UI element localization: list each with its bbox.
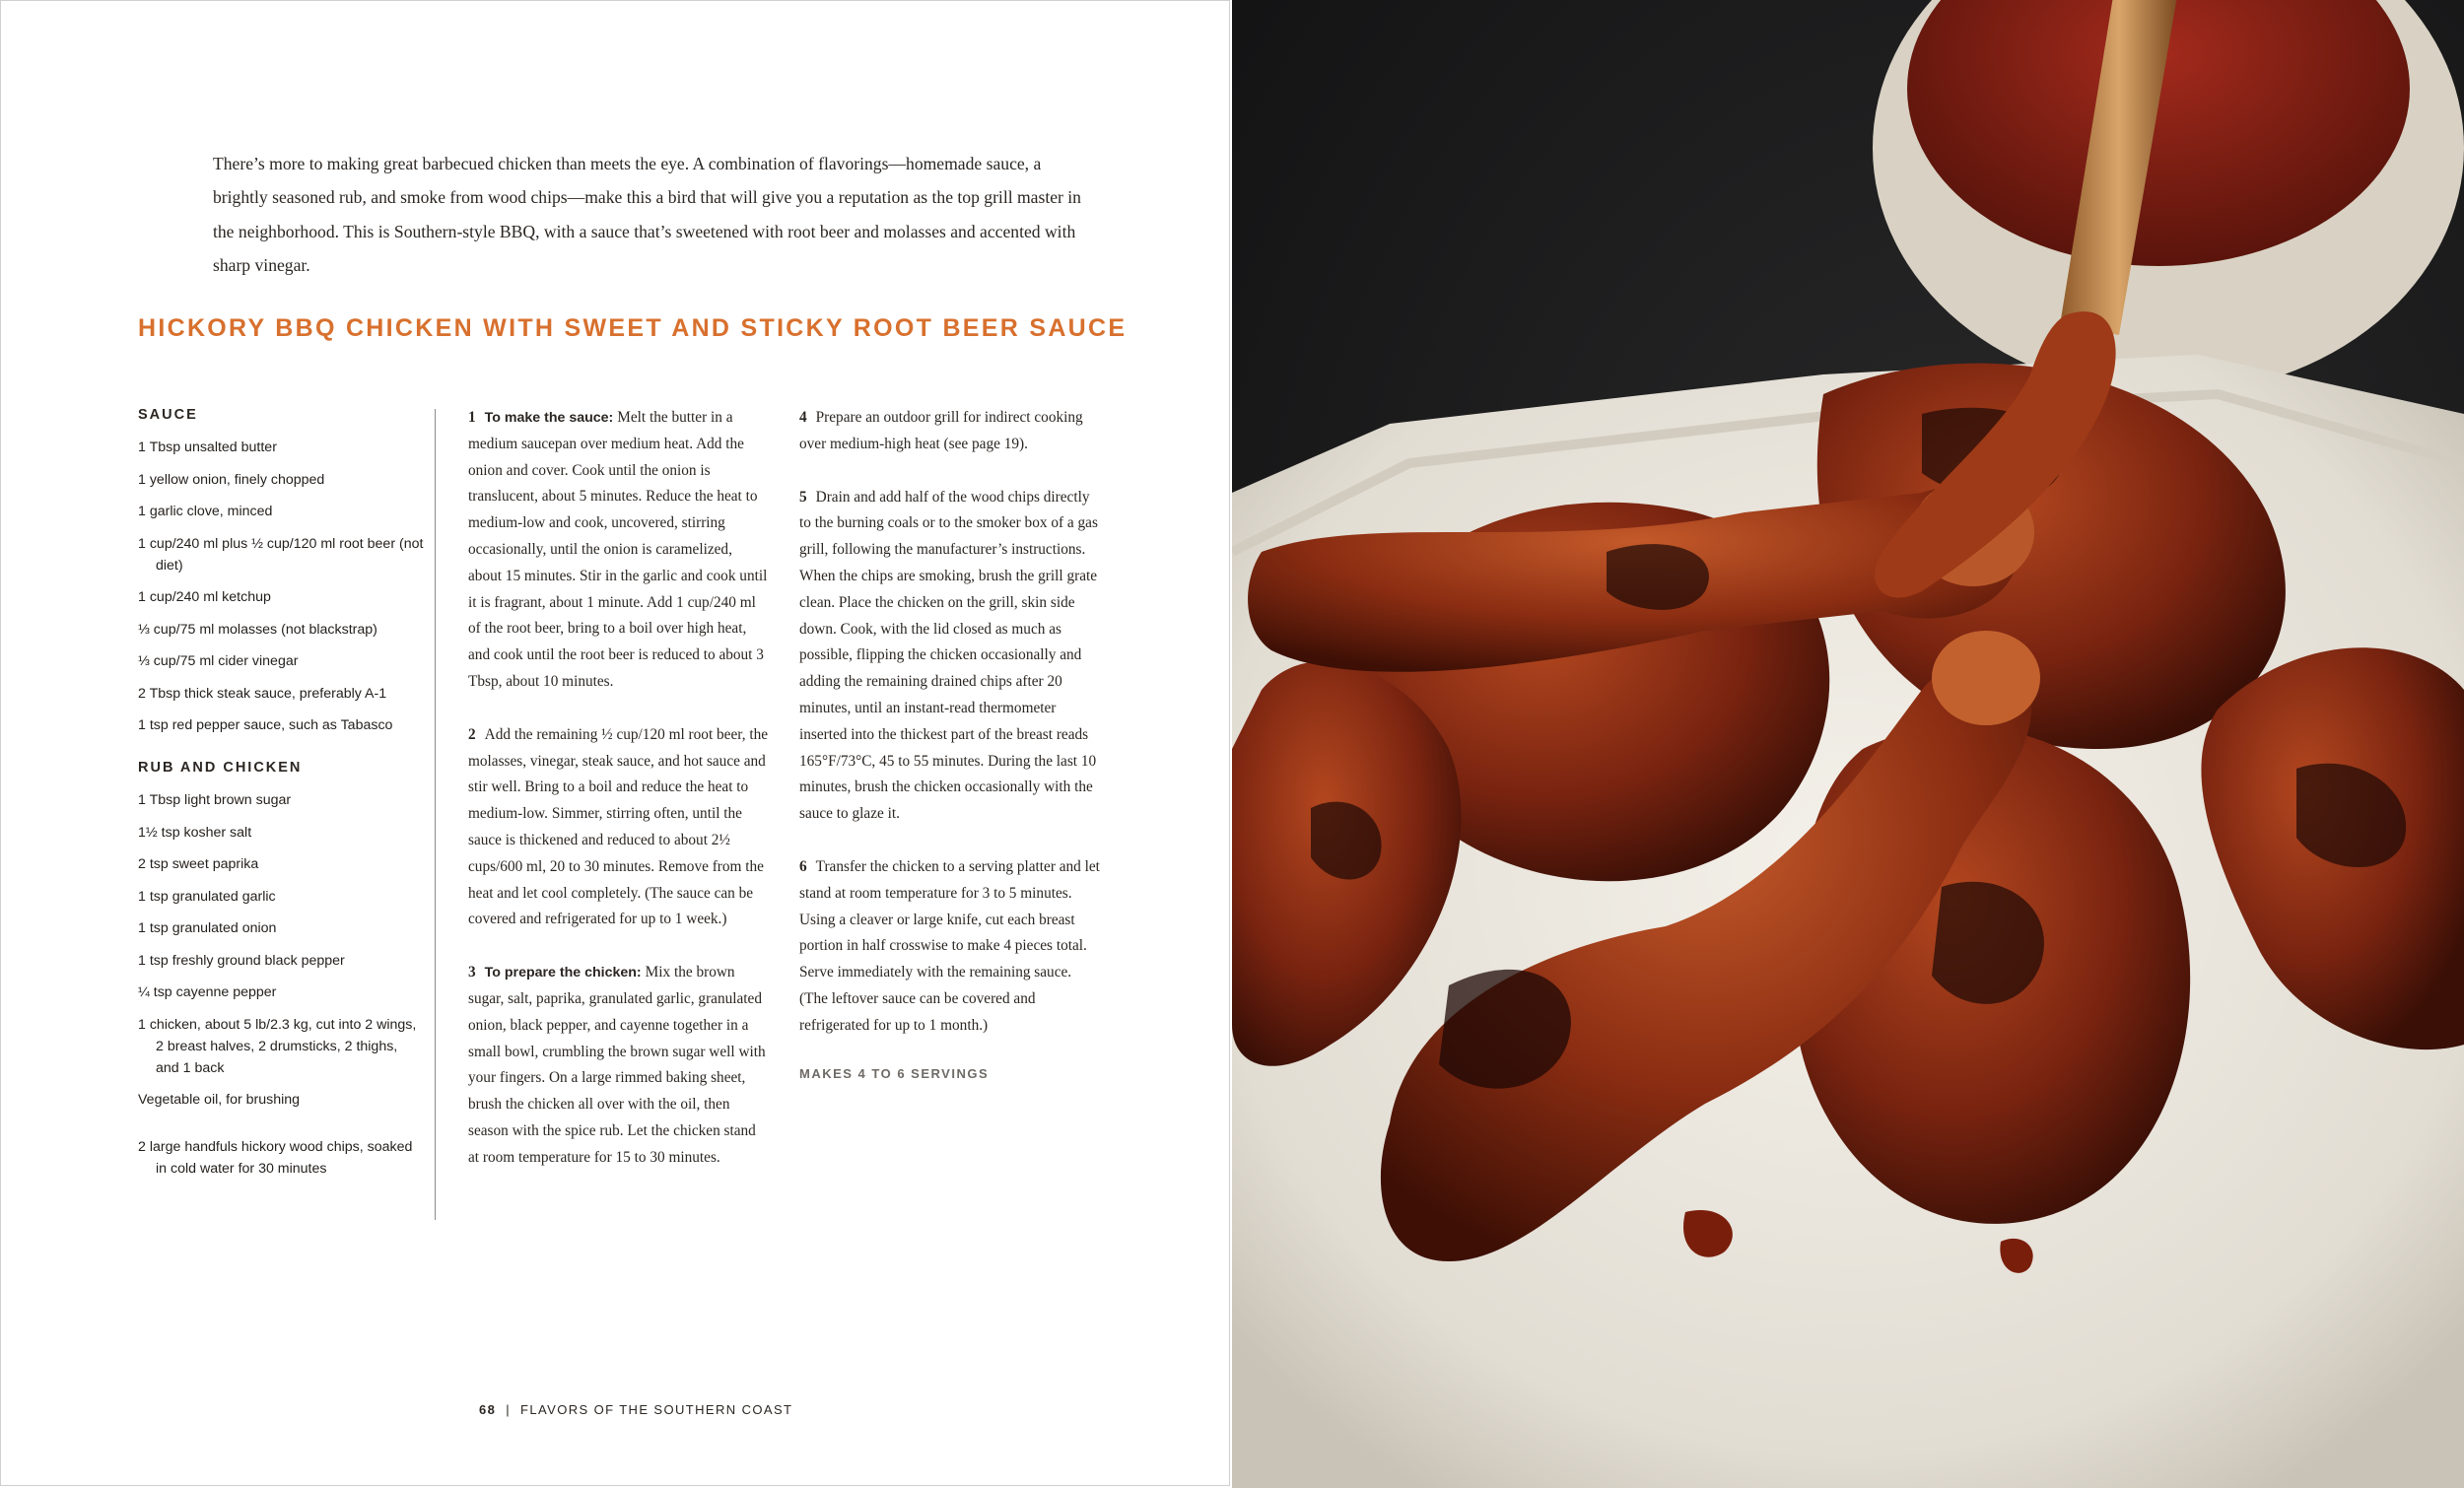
recipe-step bbox=[468, 405, 769, 696]
step-text: Drain and add half of the wood chips directly to the burning coals or to the smoker box of a gas grill, following the manufacturer’s instructions. When the chips are smoking, brush the grill grate clean. Place the chicken on the grill, skin side down. Cook, with the lid closed as much as possible, flipping the chicken occasionally and adding the remaining drained chips after 20 minutes, until an instant-read thermometer inserted into the thickest part of the breast reads 165°F/73°C, 45 to 55 minutes. During the last 10 minutes, brush the chicken occasionally with the sauce to glaze it. bbox=[799, 488, 1098, 823]
intro-paragraph: There’s more to making great barbecued chicken than meets the eye. A combination of flavorings—homemade sauce, a brightly seasoned rub, and smoke from wood chips—make this a bird that will give you a reputation as the top grill master in the neighborhood. This is Southern-style BBQ, with a sauce that’s sweetened with root beer and molasses and accented with sharp vinegar. bbox=[213, 153, 1081, 276]
ingredient-item: 1 cup/240 ml plus ½ cup/120 ml root beer (not diet) bbox=[138, 535, 424, 574]
ingredient-item: 1 tsp red pepper sauce, such as Tabasco bbox=[138, 717, 393, 733]
ingredient-item: 1 yellow onion, finely chopped bbox=[138, 471, 325, 488]
ingredient-item: 1 garlic clove, minced bbox=[138, 504, 273, 519]
recipe-page bbox=[0, 0, 1230, 1486]
photo-illustration bbox=[1232, 0, 2464, 1488]
sauce-ingredient-list bbox=[138, 437, 424, 736]
ingredient-item: ⅓ cup/75 ml molasses (not blackstrap) bbox=[138, 621, 377, 638]
step-text: Add the remaining ½ cup/120 ml root beer, the molasses, vinegar, steak sauce, and hot sauce and stir well. Bring to a boil and reduce the heat to medium-low. Simmer, stirring often, until the sauce is thickened and reduced to about 2½ cups/600 ml, 20 to 30 minutes. Remove from the heat and let cool completely. (The sauce can be covered and refrigerated for up to 1 week.) bbox=[468, 725, 769, 928]
drumstick-bottom-knuckle bbox=[1932, 631, 2040, 725]
rub-ingredient-list bbox=[138, 789, 424, 1180]
step-text: Mix the brown sugar, salt, paprika, granulated garlic, granulated onion, black pepper, and cayenne together in a small bowl, crumbling the brown sugar well with your fingers. On a large rimmed baking sheet, brush the chicken all over with the oil, then season with the spice rub. Let the chicken stand at room temperature for 15 to 30 minutes. bbox=[468, 964, 766, 1166]
char-mark bbox=[1607, 544, 1709, 610]
ingredients-column bbox=[138, 405, 424, 1190]
ingredient-item: ⅓ cup/75 ml cider vinegar bbox=[138, 653, 299, 669]
footer-separator: | bbox=[506, 1402, 512, 1417]
ingredient-item: 2 tsp sweet paprika bbox=[138, 856, 259, 872]
rub-heading: RUB AND CHICKEN bbox=[138, 760, 303, 776]
step-text: Prepare an outdoor grill for indirect cooking over medium-high heat (see page 19). bbox=[799, 409, 1083, 452]
steps-column-2 bbox=[799, 405, 1100, 1081]
step-lead: To prepare the chicken: bbox=[484, 965, 642, 981]
page-number: 68 bbox=[479, 1402, 497, 1417]
recipe-title: HICKORY BBQ CHICKEN WITH SWEET AND STICKY ROOT BEER SAUCE bbox=[138, 314, 1128, 342]
ingredient-item: Vegetable oil, for brushing bbox=[138, 1092, 301, 1108]
ingredient-item: 1 tsp granulated garlic bbox=[138, 888, 276, 905]
recipe-step bbox=[799, 485, 1100, 828]
page-footer bbox=[479, 1402, 792, 1417]
ingredient-item: 1 tsp freshly ground black pepper bbox=[138, 952, 345, 969]
step-text: Transfer the chicken to a serving platter and let stand at room temperature for 3 to 5 minutes. Using a cleaver or large knife, cut each breast portion in half crosswise to make 4 pieces total. Serve immediately with the remaining sauce. (The leftover sauce can be covered and refrigerated for up to 1 month.) bbox=[799, 857, 1100, 1034]
ingredient-item: 1 cup/240 ml ketchup bbox=[138, 589, 271, 605]
recipe-step bbox=[468, 960, 769, 1171]
recipe-step bbox=[799, 854, 1100, 1040]
step-number: 4 bbox=[799, 409, 807, 426]
column-divider bbox=[435, 409, 436, 1220]
step-text: Melt the butter in a medium saucepan over medium heat. Add the onion and cover. Cook until the onion is translucent, about 5 minutes. Reduce the heat to medium-low and cook, uncovered, stirring occasionally, until the onion is caramelized, about 15 minutes. Stir in the garlic and cook until it is fragrant, about 1 minute. Add 1 cup/240 ml of the root beer, bring to a boil over high heat, and cook until the root beer is reduced to about 3 Tbsp, about 10 minutes. bbox=[468, 409, 768, 690]
steps-column-1 bbox=[468, 405, 769, 1198]
ingredient-item: 1 chicken, about 5 lb/2.3 kg, cut into 2 wings, 2 breast halves, 2 drumsticks, 2 thighs, and 1 back bbox=[138, 1016, 417, 1076]
step-lead: To make the sauce: bbox=[484, 410, 614, 426]
ingredient-item: 1½ tsp kosher salt bbox=[138, 824, 252, 841]
step-number: 2 bbox=[468, 725, 476, 743]
ingredient-item: 2 large handfuls hickory wood chips, soaked in cold water for 30 minutes bbox=[138, 1139, 413, 1177]
step-number: 3 bbox=[468, 964, 476, 981]
bbq-chicken-photo bbox=[1232, 0, 2464, 1488]
book-title: FLAVORS OF THE SOUTHERN COAST bbox=[520, 1402, 793, 1417]
ingredient-item: 1 tsp granulated onion bbox=[138, 920, 277, 936]
step-number: 6 bbox=[799, 857, 807, 875]
step-number: 5 bbox=[799, 488, 807, 506]
recipe-step bbox=[468, 722, 769, 933]
ingredient-item: ¼ tsp cayenne pepper bbox=[138, 984, 277, 1000]
ingredient-item: 2 Tbsp thick steak sauce, preferably A-1 bbox=[138, 685, 387, 702]
step-number: 1 bbox=[468, 409, 476, 426]
sauce-heading: SAUCE bbox=[138, 407, 198, 423]
ingredient-item: 1 Tbsp unsalted butter bbox=[138, 440, 277, 455]
recipe-yield: MAKES 4 TO 6 SERVINGS bbox=[799, 1065, 990, 1081]
recipe-step bbox=[799, 405, 1100, 458]
ingredient-item: 1 Tbsp light brown sugar bbox=[138, 792, 292, 808]
